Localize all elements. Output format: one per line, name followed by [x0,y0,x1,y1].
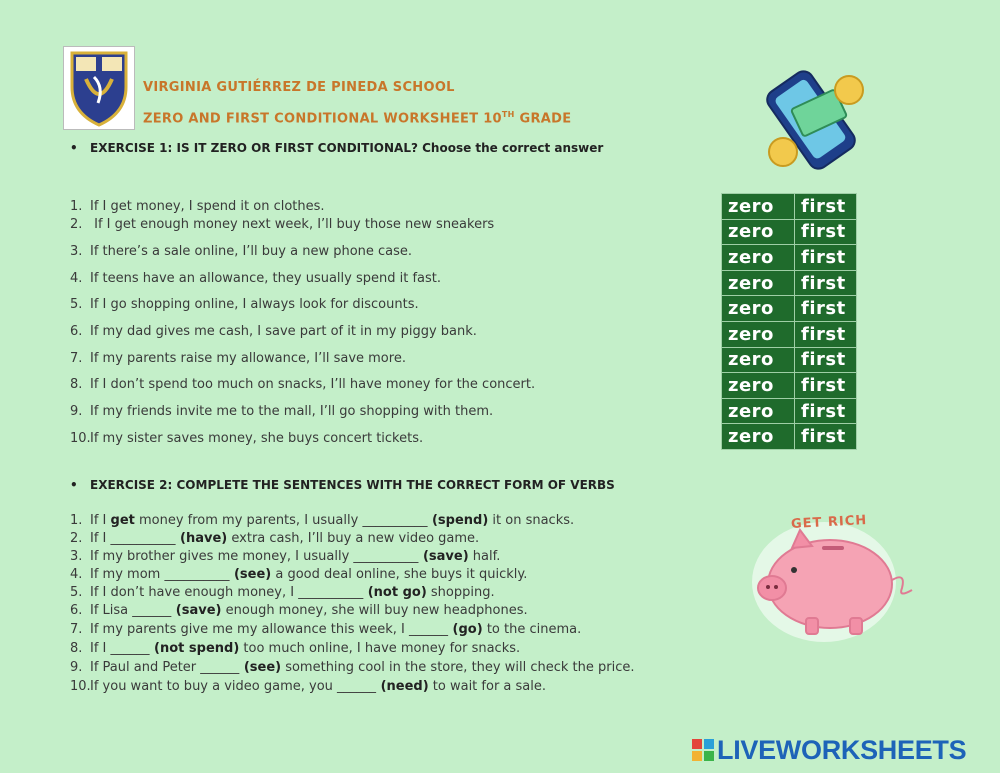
choice-first[interactable]: first [795,347,857,373]
choice-zero[interactable]: zero [722,296,795,322]
exercise2-item: 4. If my mom __________ (see) a good deal online, she buys it quickly. [70,567,528,582]
answer-blank[interactable]: __________ [298,585,364,600]
choice-table [721,193,857,450]
exercise2-heading: • EXERCISE 2: COMPLETE THE SENTENCES WITH THE CORRECT FORM OF VERBS [70,478,615,492]
choice-first[interactable]: first [795,270,857,296]
choice-zero[interactable]: zero [722,347,795,373]
exercise2-item: 7. If my parents give me my allowance this week, I ______ (go) to the cinema. [70,622,582,637]
exercise1-item: 8. If I don’t spend too much on snacks, I’ll have money for the concert. [70,377,536,392]
answer-blank[interactable]: ______ [110,641,150,656]
choice-zero[interactable]: zero [722,321,795,347]
liveworksheets-logo: LIVEWORKSHEETS [692,735,966,766]
answer-blank[interactable]: __________ [164,567,230,582]
choice-first[interactable]: first [795,321,857,347]
exercise1-item: 1. If I get money, I spend it on clothes. [70,199,325,214]
exercise1-item: 6. If my dad gives me cash, I save part of it in my piggy bank. [70,324,477,339]
exercise1-item: 10.If my sister saves money, she buys concert tickets. [70,431,424,446]
exercise2-item: 10.If you want to buy a video game, you ______ (need) to wait for a sale. [70,679,546,694]
answer-blank[interactable]: __________ [110,531,176,546]
answer-blank[interactable]: ______ [132,603,172,618]
exercise2-item: 1. If I get money from my parents, I usually __________ (spend) it on snacks. [70,513,575,528]
answer-blank[interactable]: __________ [362,513,428,528]
exercise2-item: 5. If I don’t have enough money, I __________ (not go) shopping. [70,585,495,600]
answer-blank[interactable]: __________ [353,549,419,564]
exercise1-item: 4. If teens have an allowance, they usually spend it fast. [70,271,441,286]
answer-blank[interactable]: ______ [409,622,449,637]
answer-blank[interactable]: ______ [200,660,240,675]
exercise2-item: 3. If my brother gives me money, I usually __________ (save) half. [70,549,501,564]
exercise1-item: 5. If I go shopping online, I always look for discounts. [70,297,419,312]
choice-zero[interactable]: zero [722,424,795,450]
choice-first[interactable]: first [795,373,857,399]
choice-first[interactable]: first [795,194,857,220]
exercise2-item: 9. If Paul and Peter ______ (see) something cool in the store, they will check the price. [70,660,635,675]
choice-zero[interactable]: zero [722,398,795,424]
answer-blank[interactable]: ______ [337,679,377,694]
choice-first[interactable]: first [795,398,857,424]
choice-zero[interactable]: zero [722,270,795,296]
exercise1-item: 2. If I get enough money next week, I’ll buy those new sneakers [70,217,495,232]
choice-zero[interactable]: zero [722,245,795,271]
exercise1-item: 9. If my friends invite me to the mall, I’ll go shopping with them. [70,404,494,419]
liveworksheets-mark-icon [692,737,714,759]
school-logo [63,46,135,130]
exercise1-item: 7. If my parents raise my allowance, I’ll save more. [70,351,406,366]
choice-first[interactable]: first [795,245,857,271]
school-name: VIRGINIA GUTIÉRREZ DE PINEDA SCHOOL [143,80,455,95]
exercise2-item: 2. If I __________ (have) extra cash, I’ll buy a new video game. [70,531,480,546]
exercise1-item: 3. If there’s a sale online, I’ll buy a new phone case. [70,244,413,259]
worksheet-title: ZERO AND FIRST CONDITIONAL WORKSHEET 10TH GRADE [143,110,572,127]
choice-first[interactable]: first [795,219,857,245]
choice-first[interactable]: first [795,424,857,450]
phone-money-illustration [765,68,875,180]
choice-zero[interactable]: zero [722,373,795,399]
choice-first[interactable]: first [795,296,857,322]
choice-zero[interactable]: zero [722,219,795,245]
exercise2-item: 8. If I ______ (not spend) too much online, I have money for snacks. [70,641,521,656]
get-rich-label: GET RICH [790,513,868,532]
choice-zero[interactable]: zero [722,194,795,220]
exercise2-item: 6. If Lisa ______ (save) enough money, she will buy new headphones. [70,603,528,618]
exercise1-heading: • EXERCISE 1: IS IT ZERO OR FIRST CONDITIONAL? Choose the correct answer [70,141,604,155]
